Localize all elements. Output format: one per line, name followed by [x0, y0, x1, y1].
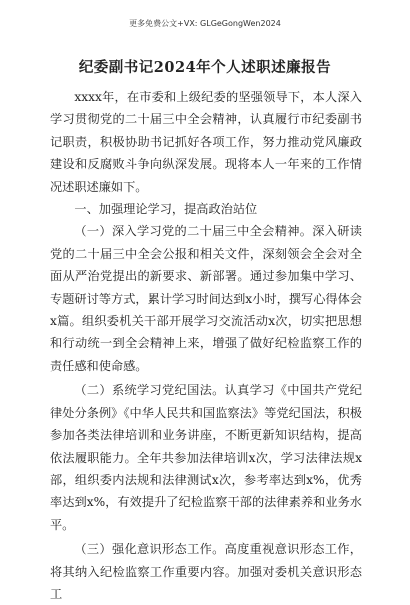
document-title: 纪委副书记2024年个人述职述廉报告: [78, 59, 332, 76]
body-paragraph: （二）系统学习党纪国法。认真学习《中国共产党纪律处分条例》《中华人民共和国监察法》等党纪国法，积极参加各类法律培训和业务讲座，不断更新知识结构，提高依法履职能力。全年共参加法律培训x次，学习法律法规x部，组织委内法规和法律测试x次，参考率达到x%，优秀率达到x%，有效提升了纪检监察干部的法律素养和业务水平。: [50, 383, 362, 532]
intro-paragraph: xxxx年，在市委和上级纪委的坚强领导下，本人深入学习贯彻党的二十届三中全会精神，认真履行市纪委副书记职责，积极协助书记抓好各项工作，努力推动党风廉政建设和反腐败斗争向纵深发展。现将本人一年来的工作情况述职述廉如下。: [50, 90, 362, 194]
document-body: [50, 86, 362, 605]
section-heading: 一、加强理论学习，提高政治站位: [74, 202, 258, 217]
body-paragraph: （三）强化意识形态工作。高度重视意识形态工作，将其纳入纪检监察工作重要内容。加强对委机关意识形态工: [50, 542, 362, 601]
page-header: 更多免费公文+VX: GLGeGongWen2024: [129, 19, 281, 28]
body-paragraph: （一）深入学习党的二十届三中全会精神。深入研读党的二十届三中全会公报和相关文件，深刻领会全会对全面从严治党提出的新要求、新部署。通过参加集中学习、专题研讨等方式，累计学习时间达到x小时，撰写心得体会x篇。组织委机关干部开展学习交流活动x次，切实把思想和行动统一到全会精神上来，增强了做好纪检监察工作的责任感和使命感。: [50, 224, 362, 373]
